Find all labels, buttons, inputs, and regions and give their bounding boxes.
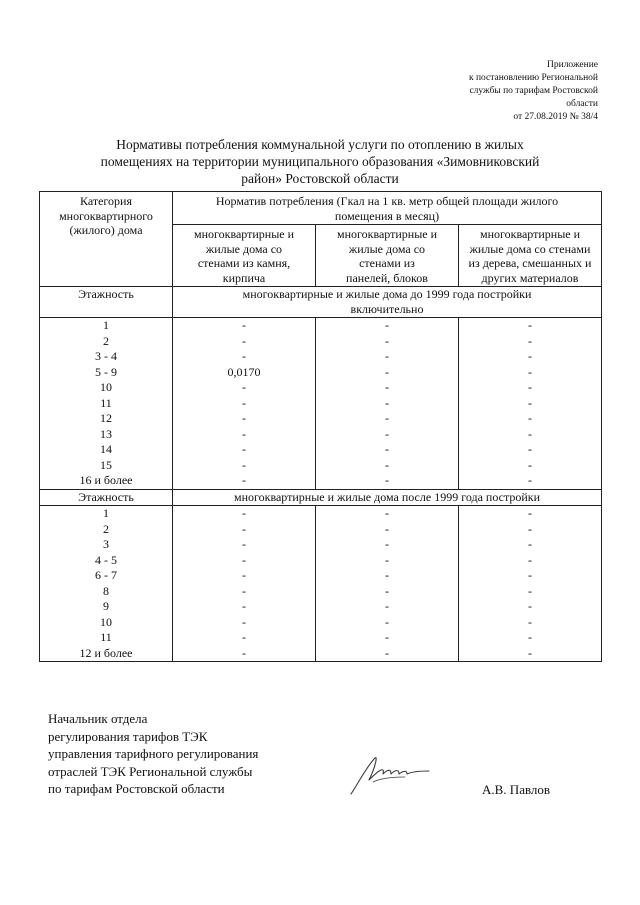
col-header-panels-blocks <box>316 225 459 287</box>
table-row <box>40 334 602 350</box>
col-header-line: многоквартирные и <box>193 227 295 241</box>
floors-cell: 11 <box>40 630 173 646</box>
section-title <box>173 287 602 318</box>
norm-value-cell: - <box>316 646 459 662</box>
norm-value-cell: - <box>173 458 316 474</box>
position-line: регулирования тарифов ТЭК <box>48 728 208 744</box>
table-row <box>40 427 602 443</box>
norm-value-cell: - <box>316 396 459 412</box>
appendix-line: Приложение <box>547 60 598 70</box>
floors-cell: 12 <box>40 411 173 427</box>
col-header-line: стенами из <box>359 256 415 270</box>
norm-value-cell: - <box>316 334 459 350</box>
norm-header <box>173 192 602 225</box>
category-header <box>40 192 173 287</box>
norm-value-cell: - <box>316 473 459 489</box>
norm-value-cell: 0,0170 <box>173 365 316 381</box>
position-line: по тарифам Ростовской области <box>48 781 225 796</box>
table-row <box>40 380 602 396</box>
appendix-line: к постановлению Региональной <box>468 73 598 83</box>
norm-value-cell: - <box>316 584 459 600</box>
table-row <box>40 473 602 489</box>
norm-value-cell: - <box>316 458 459 474</box>
floors-label: Этажность <box>40 287 173 318</box>
col-header-wood-mixed <box>459 225 602 287</box>
floors-cell: 10 <box>40 615 173 631</box>
position-line: управления тарифного регулирования <box>48 746 259 761</box>
section-title-line: многоквартирные и жилые дома до 1999 года постройки <box>242 287 532 301</box>
norm-value-cell: - <box>173 380 316 396</box>
norm-value-cell: - <box>459 584 602 600</box>
table-row <box>40 458 602 474</box>
table-row <box>40 365 602 381</box>
floors-cell: 9 <box>40 599 173 615</box>
norm-value-cell: - <box>316 522 459 538</box>
table-row <box>40 537 602 553</box>
norm-value-cell: - <box>459 537 602 553</box>
norm-value-cell: - <box>316 630 459 646</box>
norm-value-cell: - <box>459 522 602 538</box>
norm-value-cell: - <box>459 458 602 474</box>
norm-value-cell: - <box>459 396 602 412</box>
norm-value-cell: - <box>316 365 459 381</box>
col-header-line: панелей, блоков <box>346 270 428 285</box>
col-header-line: жилые дома со <box>348 241 426 256</box>
floors-cell: 15 <box>40 458 173 474</box>
norm-value-cell: - <box>316 568 459 584</box>
norm-value-cell: - <box>173 584 316 600</box>
floors-cell: 1 <box>40 506 173 522</box>
norm-value-cell: - <box>459 318 602 334</box>
table-row <box>40 599 602 615</box>
section-title <box>173 489 602 506</box>
floors-cell: 3 - 4 <box>40 349 173 365</box>
norm-value-cell: - <box>173 568 316 584</box>
norm-value-cell: - <box>459 442 602 458</box>
table-row <box>40 506 602 522</box>
table-row <box>40 411 602 427</box>
table-row <box>40 646 602 662</box>
norm-value-cell: - <box>173 506 316 522</box>
norm-value-cell: - <box>459 380 602 396</box>
norm-value-cell: - <box>173 599 316 615</box>
position-line: отраслей ТЭК Региональной службы <box>48 763 253 779</box>
norm-value-cell: - <box>173 349 316 365</box>
floors-cell: 2 <box>40 334 173 350</box>
norm-value-cell: - <box>459 615 602 631</box>
norm-value-cell: - <box>173 630 316 646</box>
handwritten-signature <box>345 752 435 798</box>
col-header-line: кирпича <box>222 270 266 285</box>
appendix-note <box>398 59 598 124</box>
table-row <box>40 568 602 584</box>
norm-value-cell: - <box>459 553 602 569</box>
norm-value-cell: - <box>173 396 316 412</box>
norm-value-cell: - <box>459 334 602 350</box>
floors-label: Этажность <box>40 489 173 506</box>
norm-value-cell: - <box>173 553 316 569</box>
norm-value-cell: - <box>173 473 316 489</box>
col-header-line: многоквартирные и <box>336 227 438 241</box>
section-header-row <box>40 489 602 506</box>
floors-cell: 4 - 5 <box>40 553 173 569</box>
norm-value-cell: - <box>173 646 316 662</box>
floors-cell: 13 <box>40 427 173 443</box>
col-header-line: из дерева, смешанных и <box>468 256 592 270</box>
floors-cell: 10 <box>40 380 173 396</box>
norm-header-line: помещения в месяц) <box>334 208 440 223</box>
appendix-line: службы по тарифам Ростовской <box>469 86 598 96</box>
norm-value-cell: - <box>173 318 316 334</box>
norm-value-cell: - <box>459 473 602 489</box>
norm-value-cell: - <box>459 365 602 381</box>
floors-cell: 1 <box>40 318 173 334</box>
norm-header-line: Норматив потребления (Гкал на 1 кв. метр общей площади жилого <box>215 194 559 208</box>
norm-value-cell: - <box>459 411 602 427</box>
col-header-line: стенами из камня, <box>197 256 291 270</box>
col-header-stone-brick <box>173 225 316 287</box>
norm-value-cell: - <box>316 599 459 615</box>
norm-value-cell: - <box>459 568 602 584</box>
table-row <box>40 442 602 458</box>
category-header-line: Категория <box>80 194 132 208</box>
floors-cell: 11 <box>40 396 173 412</box>
category-header-line: многоквартирного <box>59 208 153 223</box>
section-title-line: включительно <box>350 302 424 316</box>
norm-value-cell: - <box>316 349 459 365</box>
norm-value-cell: - <box>173 522 316 538</box>
document-title <box>60 136 580 187</box>
norm-value-cell: - <box>316 380 459 396</box>
norms-table <box>39 191 602 662</box>
norm-value-cell: - <box>173 411 316 427</box>
floors-cell: 3 <box>40 537 173 553</box>
norm-value-cell: - <box>316 318 459 334</box>
floors-cell: 16 и более <box>40 473 173 489</box>
norm-value-cell: - <box>173 442 316 458</box>
category-header-line: (жилого) дома <box>69 223 143 237</box>
table-row <box>40 318 602 334</box>
norm-value-cell: - <box>316 442 459 458</box>
norm-value-cell: - <box>459 646 602 662</box>
section-title-line: многоквартирные и жилые дома после 1999 года постройки <box>233 489 541 504</box>
norm-value-cell: - <box>459 599 602 615</box>
col-header-line: жилые дома со стенами <box>469 241 591 256</box>
table-row <box>40 615 602 631</box>
norm-value-cell: - <box>173 427 316 443</box>
norm-value-cell: - <box>316 537 459 553</box>
norm-value-cell: - <box>173 537 316 553</box>
table-row <box>40 630 602 646</box>
norm-value-cell: - <box>316 506 459 522</box>
signer-name: А.В. Павлов <box>482 782 551 797</box>
norm-value-cell: - <box>459 349 602 365</box>
norm-value-cell: - <box>459 506 602 522</box>
table-row <box>40 522 602 538</box>
col-header-line: многоквартирные и <box>479 227 581 241</box>
appendix-line: области <box>566 99 598 109</box>
floors-cell: 8 <box>40 584 173 600</box>
norm-value-cell: - <box>459 630 602 646</box>
position-line: Начальник отдела <box>48 711 148 726</box>
section-header-row <box>40 287 602 318</box>
norm-value-cell: - <box>173 615 316 631</box>
floors-cell: 14 <box>40 442 173 458</box>
floors-cell: 5 - 9 <box>40 365 173 381</box>
footer-position <box>48 710 258 798</box>
floors-cell: 6 - 7 <box>40 568 173 584</box>
floors-cell: 2 <box>40 522 173 538</box>
title-line: район» Ростовской области <box>241 171 399 186</box>
col-header-line: жилые дома со <box>205 241 283 256</box>
title-line: помещениях на территории муниципального образования «Зимовниковский <box>100 154 540 169</box>
table-row <box>40 396 602 412</box>
table-row <box>40 553 602 569</box>
title-line: Нормативы потребления коммунальной услуги по отоплению в жилых <box>116 137 524 152</box>
col-header-line: других материалов <box>481 270 579 285</box>
table-row <box>40 349 602 365</box>
norm-value-cell: - <box>173 334 316 350</box>
norm-value-cell: - <box>316 615 459 631</box>
appendix-line: от 27.08.2019 № 38/4 <box>513 112 598 122</box>
floors-cell: 12 и более <box>40 646 173 662</box>
norm-value-cell: - <box>459 427 602 443</box>
norm-value-cell: - <box>316 411 459 427</box>
norm-value-cell: - <box>316 427 459 443</box>
table-row <box>40 584 602 600</box>
norm-value-cell: - <box>316 553 459 569</box>
